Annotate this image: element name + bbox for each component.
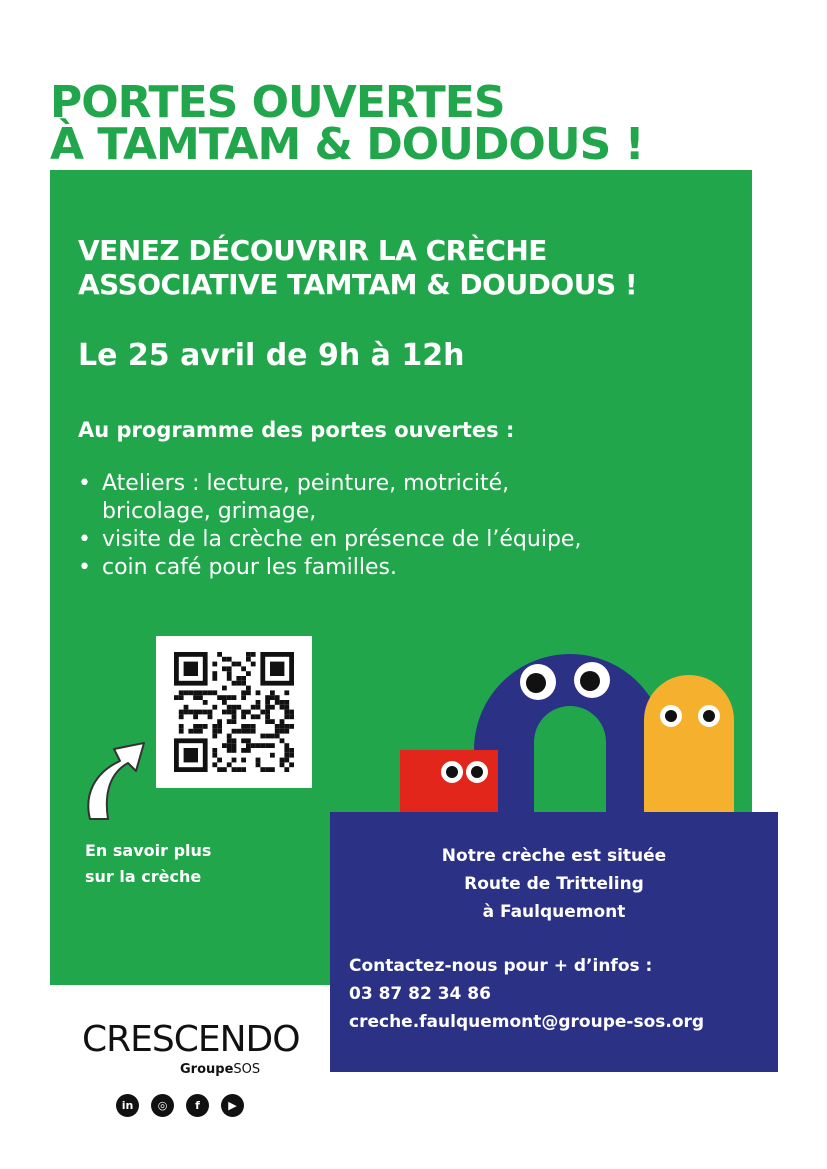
program-list bbox=[78, 470, 581, 582]
qr-code-icon bbox=[174, 652, 294, 772]
title-line-2: À TAMTAM & DOUDOUS ! bbox=[50, 119, 644, 170]
learn-more-line-1: En savoir plus bbox=[85, 841, 212, 860]
program-heading: Au programme des portes ouvertes : bbox=[78, 418, 515, 442]
facebook-icon[interactable]: f bbox=[186, 1094, 209, 1117]
mascots-illustration bbox=[400, 630, 740, 820]
list-item bbox=[78, 526, 581, 554]
logo-name: CRESCENDO bbox=[82, 1019, 300, 1060]
location-block bbox=[330, 842, 778, 926]
crescendo-logo bbox=[82, 1019, 300, 1077]
social-links bbox=[116, 1094, 244, 1117]
learn-more-line-2: sur la crèche bbox=[85, 867, 202, 886]
location-line-2: Route de Tritteling bbox=[464, 874, 644, 894]
contact-email[interactable]: creche.faulquemont@groupe-sos.org bbox=[349, 1012, 705, 1032]
contact-block bbox=[349, 952, 704, 1036]
linkedin-icon[interactable]: in bbox=[116, 1094, 139, 1117]
subtitle bbox=[78, 234, 637, 302]
logo-group-label: Groupe bbox=[180, 1062, 234, 1077]
list-item-line: bricolage, grimage, bbox=[102, 499, 317, 524]
instagram-icon[interactable]: ◎ bbox=[151, 1094, 174, 1117]
list-item-line: • coin café pour les familles. bbox=[102, 555, 397, 580]
title-line-1: PORTES OUVERTES bbox=[50, 77, 505, 128]
location-line-1: Notre crèche est située bbox=[441, 846, 667, 866]
event-date: Le 25 avril de 9h à 12h bbox=[78, 338, 465, 373]
subtitle-line-2: ASSOCIATIVE TAMTAM & DOUDOUS ! bbox=[78, 268, 638, 301]
list-item-line: • Ateliers : lecture, peinture, motricité, bbox=[102, 471, 510, 496]
list-item bbox=[78, 470, 581, 526]
red-mascot bbox=[400, 750, 498, 820]
curved-arrow-icon bbox=[80, 735, 150, 825]
info-panel bbox=[330, 812, 778, 1072]
qr-code[interactable] bbox=[156, 636, 312, 788]
list-item bbox=[78, 554, 581, 582]
subtitle-line-1: VENEZ DÉCOUVRIR LA CRÈCHE bbox=[78, 234, 547, 267]
contact-phone[interactable]: 03 87 82 34 86 bbox=[349, 984, 491, 1004]
page-title bbox=[50, 77, 644, 170]
logo-group-suffix: SOS bbox=[233, 1062, 261, 1077]
location-line-3: à Faulquemont bbox=[482, 902, 626, 922]
contact-heading: Contactez-nous pour + d’infos : bbox=[349, 956, 653, 976]
yellow-mascot bbox=[644, 675, 734, 820]
logo-group bbox=[180, 1062, 260, 1077]
learn-more-text bbox=[85, 838, 211, 890]
list-item-line: • visite de la crèche en présence de l’équipe, bbox=[102, 527, 582, 552]
purple-arch-mascot bbox=[474, 654, 666, 820]
youtube-icon[interactable]: ▶ bbox=[221, 1094, 244, 1117]
